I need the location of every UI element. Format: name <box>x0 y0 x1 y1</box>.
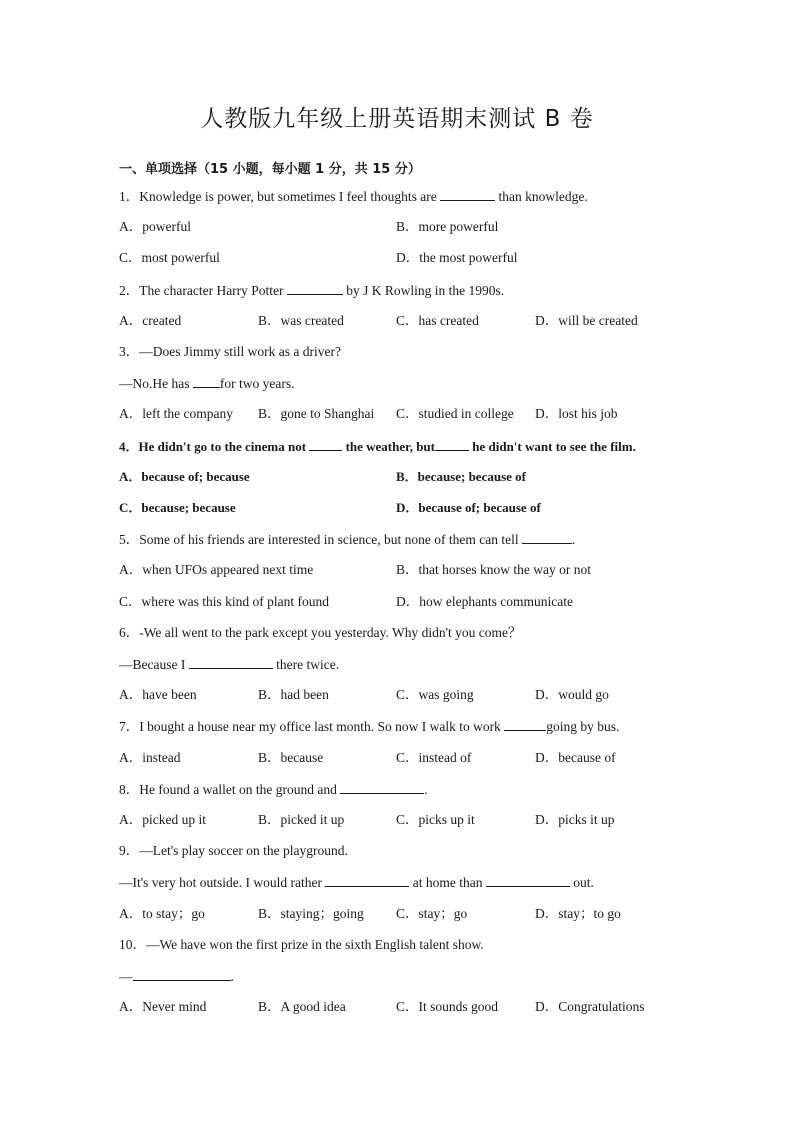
answer-blank <box>486 874 570 887</box>
option-c[interactable]: C．It sounds good <box>396 999 499 1014</box>
question-10-reply: — . <box>119 969 234 984</box>
answer-blank <box>340 781 424 794</box>
option-c[interactable]: C．picks up it <box>396 812 475 827</box>
option-c[interactable]: C．studied in college <box>396 406 514 421</box>
question-6-stem: 6．-We all went to the park except you yesterday. Why didn't you come？ <box>119 625 522 640</box>
answer-blank <box>133 968 231 981</box>
option-b[interactable]: B．more powerful <box>396 219 499 234</box>
option-a[interactable]: A．powerful <box>119 219 191 234</box>
exam-title: 人教版九年级上册英语期末测试 B 卷 <box>200 106 594 132</box>
option-c[interactable]: C．stay；go <box>396 906 468 921</box>
option-a[interactable]: A．to stay；go <box>119 906 205 921</box>
option-b[interactable]: B．picked it up <box>258 812 345 827</box>
option-d[interactable]: D．will be created <box>535 313 638 328</box>
option-b[interactable]: B．that horses know the way or not <box>396 562 591 577</box>
question-10-stem: 10．—We have won the first prize in the sixth English talent show. <box>119 937 484 952</box>
answer-blank <box>435 438 469 451</box>
question-7-stem: 7．I bought a house near my office last month. So now I walk to work going by bus. <box>119 719 620 734</box>
option-b[interactable]: B．because <box>258 750 324 765</box>
answer-blank <box>287 282 343 295</box>
question-3-stem: 3．—Does Jimmy still work as a driver? <box>119 344 341 359</box>
option-c[interactable]: C．was going <box>396 687 474 702</box>
answer-blank <box>440 188 495 201</box>
option-a[interactable]: A．created <box>119 313 182 328</box>
option-d[interactable]: D．would go <box>535 687 609 702</box>
question-2-stem: 2．The character Harry Potter by J K Rowling in the 1990s. <box>119 283 505 298</box>
option-d[interactable]: D．because of <box>535 750 616 765</box>
option-d[interactable]: D．the most powerful <box>396 250 518 265</box>
answer-blank <box>193 375 220 388</box>
section-heading: 一、单项选择（15 小题，每小题 1 分，共 15 分） <box>119 162 421 177</box>
question-9-stem: 9．—Let's play soccer on the playground. <box>119 843 348 858</box>
option-c[interactable]: C．instead of <box>396 750 472 765</box>
option-a[interactable]: A．because of; because <box>119 469 250 484</box>
option-c[interactable]: C．most powerful <box>119 250 220 265</box>
option-b[interactable]: B．was created <box>258 313 344 328</box>
answer-blank <box>522 531 572 544</box>
answer-blank <box>504 718 546 731</box>
question-3-reply: —No.He has for two years. <box>119 376 295 391</box>
question-6-reply: —Because I there twice. <box>119 657 340 672</box>
question-4-stem: 4．He didn't go to the cinema not the weather, but he didn't want to see the film. <box>119 439 636 454</box>
option-c[interactable]: C．because; because <box>119 500 236 515</box>
option-b[interactable]: B．staying；going <box>258 906 364 921</box>
option-b[interactable]: B．because; because of <box>396 469 526 484</box>
option-b[interactable]: B．A good idea <box>258 999 346 1014</box>
option-d[interactable]: D．stay；to go <box>535 906 621 921</box>
option-c[interactable]: C．where was this kind of plant found <box>119 594 329 609</box>
option-a[interactable]: A．Never mind <box>119 999 207 1014</box>
question-8-stem: 8．He found a wallet on the ground and . <box>119 782 428 797</box>
option-a[interactable]: A．have been <box>119 687 197 702</box>
answer-blank <box>189 656 273 669</box>
option-d[interactable]: D．Congratulations <box>535 999 645 1014</box>
answer-blank <box>325 874 409 887</box>
option-a[interactable]: A．picked up it <box>119 812 206 827</box>
option-d[interactable]: D．because of; because of <box>396 500 541 515</box>
option-d[interactable]: D．lost his job <box>535 406 618 421</box>
option-a[interactable]: A．left the company <box>119 406 233 421</box>
option-b[interactable]: B．gone to Shanghai <box>258 406 375 421</box>
answer-blank <box>309 438 342 451</box>
question-1-stem: 1．Knowledge is power, but sometimes I feel thoughts are than knowledge. <box>119 189 588 204</box>
option-a[interactable]: A．when UFOs appeared next time <box>119 562 314 577</box>
question-9-reply: —It's very hot outside. I would rather at home than out. <box>119 875 594 890</box>
option-c[interactable]: C．has created <box>396 313 479 328</box>
option-d[interactable]: D．how elephants communicate <box>396 594 573 609</box>
question-5-stem: 5．Some of his friends are interested in science, but none of them can tell . <box>119 532 576 547</box>
option-b[interactable]: B．had been <box>258 687 329 702</box>
option-a[interactable]: A．instead <box>119 750 181 765</box>
option-d[interactable]: D．picks it up <box>535 812 615 827</box>
